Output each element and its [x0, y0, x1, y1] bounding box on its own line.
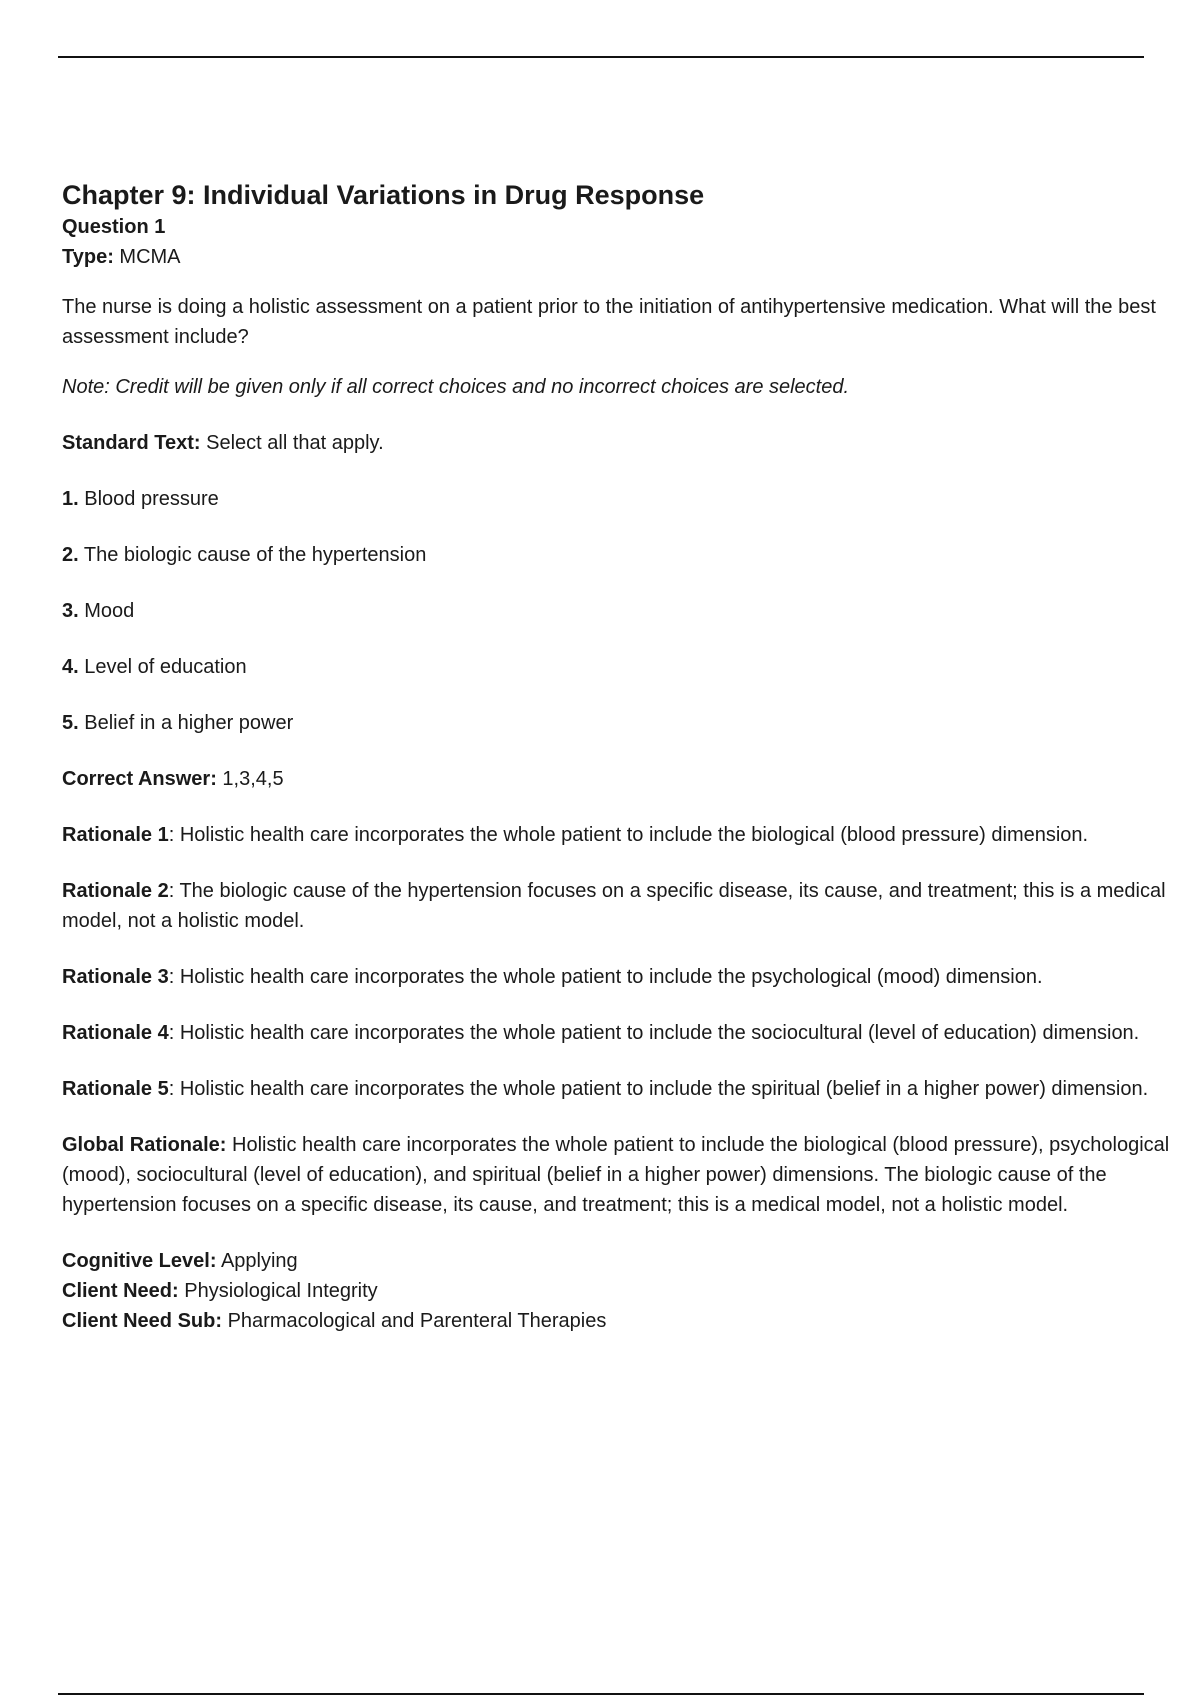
rationale-text: : Holistic health care incorporates the whole patient to include the biological (blood pressure) dimension. — [168, 824, 1089, 846]
client-need — [62, 1276, 1172, 1306]
question-stem: The nurse is doing a holistic assessment on a patient prior to the initiation of antihypertensive medication. What will the best assessment include? — [62, 296, 1156, 348]
correct-answer-label: Correct Answer: — [62, 768, 217, 790]
option-2 — [62, 540, 1172, 570]
option-1 — [62, 484, 1172, 514]
option-text: Blood pressure — [84, 488, 219, 510]
option-number: 3. — [62, 600, 79, 622]
client-need-sub-label: Client Need Sub: — [62, 1310, 223, 1332]
rationale-text: : Holistic health care incorporates the whole patient to include the spiritual (belief in a higher power) dimension. — [168, 1078, 1149, 1100]
standard-text — [62, 428, 1172, 458]
client-need-label: Client Need: — [62, 1280, 179, 1302]
type-label: Type: — [62, 246, 114, 268]
rationale-text: : Holistic health care incorporates the whole patient to include the psychological (mood) dimension. — [168, 966, 1043, 988]
question-number: Question 1 — [62, 216, 166, 238]
global-rationale-text: Holistic health care incorporates the whole patient to include the biological (blood pressure), psychological (mood), sociocultural (level of education), and spiritual (belief in a higher power) dimensions. The biologic cause of the hypertension focuses on a specific disease, its cause, and treatment; this is a medical model, not a holistic model. — [62, 1134, 1170, 1216]
rationale-3 — [62, 962, 1172, 992]
top-rule — [58, 56, 1144, 58]
standard-text-value: Select all that apply. — [206, 432, 384, 454]
question-document — [62, 178, 1172, 1336]
client-need-sub-value: Pharmacological and Parenteral Therapies — [227, 1310, 607, 1332]
option-number: 1. — [62, 488, 79, 510]
rationale-text: : Holistic health care incorporates the whole patient to include the sociocultural (level of education) dimension. — [168, 1022, 1140, 1044]
rationale-1 — [62, 820, 1172, 850]
global-rationale-label: Global Rationale: — [62, 1134, 227, 1156]
credit-note: Note: Credit will be given only if all correct choices and no incorrect choices are selected. — [62, 376, 850, 398]
cognitive-level-label: Cognitive Level: — [62, 1250, 217, 1272]
rationale-label: Rationale 3 — [62, 966, 169, 988]
option-3 — [62, 596, 1172, 626]
question-type — [62, 242, 1172, 272]
rationale-label: Rationale 5 — [62, 1078, 169, 1100]
global-rationale — [62, 1130, 1172, 1220]
option-text: Belief in a higher power — [84, 712, 294, 734]
type-value: MCMA — [119, 246, 181, 268]
cognitive-level-value: Applying — [220, 1250, 298, 1272]
option-number: 2. — [62, 544, 79, 566]
cognitive-level — [62, 1246, 1172, 1276]
correct-answer — [62, 764, 1172, 794]
rationale-4 — [62, 1018, 1172, 1048]
rationale-5 — [62, 1074, 1172, 1104]
option-text: Level of education — [84, 656, 247, 678]
option-text: The biologic cause of the hypertension — [83, 544, 427, 566]
correct-answer-value: 1,3,4,5 — [222, 768, 284, 790]
option-number: 5. — [62, 712, 79, 734]
rationale-2 — [62, 876, 1172, 936]
chapter-title: Chapter 9: Individual Variations in Drug Response — [62, 180, 705, 210]
bottom-rule — [58, 1693, 1144, 1695]
option-5 — [62, 708, 1172, 738]
client-need-value: Physiological Integrity — [184, 1280, 378, 1302]
option-4 — [62, 652, 1172, 682]
option-text: Mood — [84, 600, 135, 622]
rationale-label: Rationale 2 — [62, 880, 169, 902]
option-number: 4. — [62, 656, 79, 678]
rationale-label: Rationale 4 — [62, 1022, 169, 1044]
rationale-text: : The biologic cause of the hypertension focuses on a specific disease, its cause, and treatment; this is a medical model, not a holistic model. — [62, 880, 1166, 932]
client-need-sub — [62, 1306, 1172, 1336]
standard-text-label: Standard Text: — [62, 432, 201, 454]
rationale-label: Rationale 1 — [62, 824, 169, 846]
